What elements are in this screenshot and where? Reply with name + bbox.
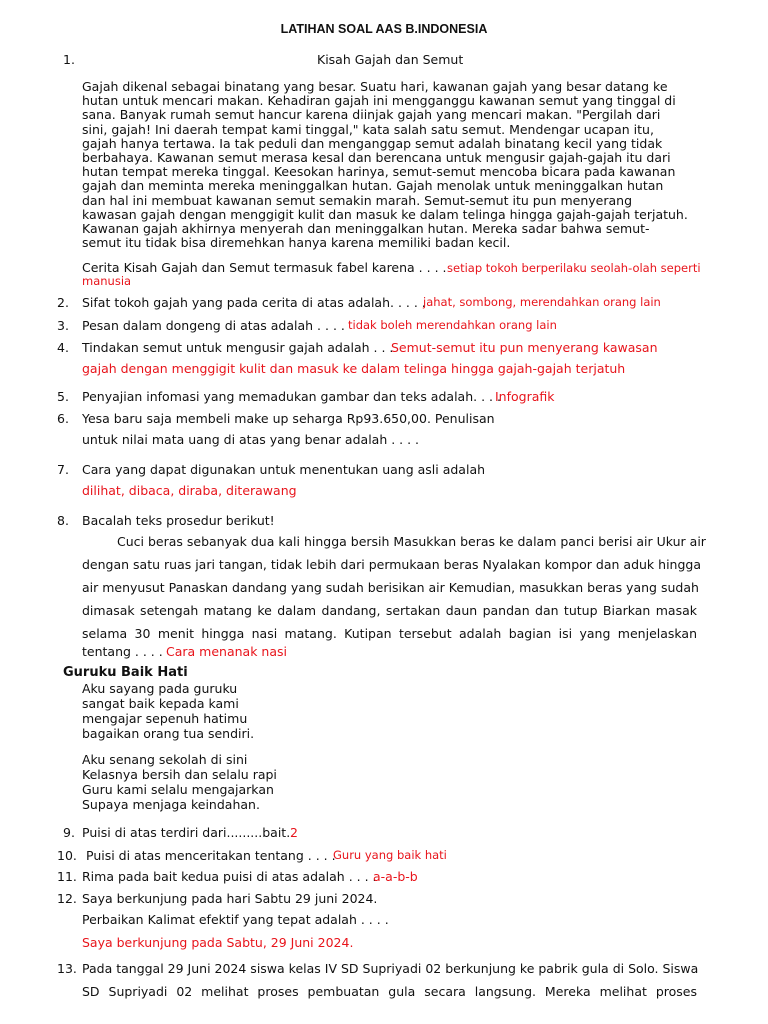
question-text: Puisi di atas menceritakan tentang . . . . — [86, 848, 336, 863]
poem-line: sangat baik kepada kami — [82, 696, 239, 711]
question-number: 13. — [57, 961, 77, 976]
question-text: Saya berkunjung pada hari Sabtu 29 juni 2024. — [82, 891, 378, 906]
answer-text: 2 — [290, 825, 298, 840]
poem-line: Guru kami selalu mengajarkan — [82, 782, 274, 797]
question-number: 12. — [57, 891, 77, 906]
question-text: Penyajian infomasi yang memadukan gambar dan teks adalah. . . . — [82, 389, 501, 404]
procedure-line: Cuci beras sebanyak dua kali hingga bersih Masukkan beras ke dalam panci berisi air Ukur air — [117, 534, 706, 549]
question-number: 5. — [57, 389, 69, 404]
question-number: 9. — [63, 825, 75, 840]
question-text: Pesan dalam dongeng di atas adalah . . . . — [82, 318, 345, 333]
answer-text: Guru yang baik hati — [333, 848, 447, 862]
question-number: 8. — [57, 513, 69, 528]
question-text: Cara yang dapat digunakan untuk menentukan uang asli adalah — [82, 462, 486, 477]
procedure-line: selama 30 menit hingga nasi matang. Kutipan tersebut adalah bagian isi yang menjelaskan — [82, 626, 697, 641]
question-text: untuk nilai mata uang di atas yang benar adalah . . . . — [82, 432, 420, 447]
question-number: 1. — [63, 52, 75, 67]
question-text: Sifat tokoh gajah yang pada cerita di atas adalah. . . . . — [82, 295, 426, 310]
question-text: Yesa baru saja membeli make up seharga Rp93.650,00. Penulisan — [82, 411, 495, 426]
question-number: 4. — [57, 340, 69, 355]
answer-text: a-a-b-b — [373, 869, 418, 884]
question-number: 6. — [57, 411, 69, 426]
poem-line: mengajar sepenuh hatimu — [82, 711, 248, 726]
question-text: Perbaikan Kalimat efektif yang tepat adalah . . . . — [82, 912, 389, 927]
poem-title: Guruku Baik Hati — [63, 665, 188, 680]
answer-text: Semut-semut itu pun menyerang kawasan — [391, 340, 658, 355]
procedure-line: tentang . . . . — [82, 644, 163, 659]
question-number: 7. — [57, 462, 69, 477]
poem-line: Aku senang sekolah di sini — [82, 752, 248, 767]
poem-line: Aku sayang pada guruku — [82, 681, 238, 696]
answer-text: setiap tokoh berperilaku seolah-olah seperti — [447, 261, 701, 275]
poem-line: bagaikan orang tua sendiri. — [82, 726, 255, 741]
poem-line: Supaya menjaga keindahan. — [82, 797, 260, 812]
procedure-line: dengan satu ruas jari tangan, tidak lebih dari permukaan beras Nyalakan kompor dan aduk hingga — [82, 557, 701, 572]
page-title: LATIHAN SOAL AAS B.INDONESIA — [280, 22, 488, 36]
question-number: 11. — [57, 869, 77, 884]
answer-text: jahat, sombong, merendahkan orang lain — [423, 295, 661, 309]
poem-stanza-1 — [82, 681, 254, 741]
question-text: Puisi di atas terdiri dari.........bait. — [82, 825, 291, 840]
question-text: Cerita Kisah Gajah dan Semut termasuk fabel karena . . . . — [82, 260, 447, 275]
question-text: Pada tanggal 29 Juni 2024 siswa kelas IV SD Supriyadi 02 berkunjung ke pabrik gula di Solo. Siswa — [82, 961, 699, 976]
answer-text: manusia — [82, 274, 132, 288]
question-text: Tindakan semut untuk mengusir gajah adalah . . . — [82, 340, 394, 355]
poem-line: Kelasnya bersih dan selalu rapi — [82, 767, 277, 782]
answer-text: tidak boleh merendahkan orang lain — [348, 318, 557, 332]
question-number: 2. — [57, 295, 69, 310]
story-paragraph: Gajah dikenal sebagai binatang yang besar. Suatu hari, kawanan gajah yang besar datang ke hutan untuk mencari makan. Kehadiran gajah ini mengganggu kawanan semut yang tinggal di sana. Banyak rumah semut hancur karena diinjak gajah yang mencari makan. "Pergilah dari sini, gajah! Ini daerah tempat kami tinggal," kata salah satu semut. Mendengar ucapan itu, gajah hanya tertawa. Ia tak peduli dan menganggap semut adalah binatang kecil yang tidak berbahaya. Kawanan semut merasa kesal dan berencana untuk mengusir gajah-gajah itu dari hutan tempat mereka tinggal. Keesokan harinya, semut-semut mencoba bicara pada kawanan gajah dan meminta mereka meninggalkan hutan. Gajah menolak untuk meninggalkan hutan dan hal ini membuat kawanan semut semakin marah. Semut-semut itu pun menyerang kawasan gajah dengan menggigit kulit dan masuk ke dalam telinga hingga gajah-gajah terjatuh. Kawanan gajah akhirnya menyerah dan meninggalkan hutan. Mereka sadar bahwa semut-semut itu tidak bisa diremehkan hanya karena memiliki badan kecil. — [82, 79, 688, 251]
story-title: Kisah Gajah dan Semut — [317, 52, 464, 67]
procedure-line: dimasak setengah matang ke dalam dandang, sertakan daun pandan dan tutup Biarkan masak — [82, 603, 697, 618]
question-text: SD Supriyadi 02 melihat proses pembuatan gula secara langsung. Mereka melihat proses — [82, 984, 697, 999]
question-number: 3. — [57, 318, 69, 333]
answer-text: Cara menanak nasi — [166, 644, 287, 659]
answer-text: dilihat, dibaca, diraba, diterawang — [82, 483, 297, 498]
question-number: 10. — [57, 848, 77, 863]
procedure-line: air menyusut Panaskan dandang yang sudah berisikan air Kemudian, masukkan beras yang sudah — [82, 580, 699, 595]
answer-text: Infografik — [495, 389, 555, 404]
answer-text: Saya berkunjung pada Sabtu, 29 Juni 2024. — [82, 935, 354, 950]
question-text: Bacalah teks prosedur berikut! — [82, 513, 275, 528]
poem-stanza-2 — [82, 752, 277, 812]
answer-text: gajah dengan menggigit kulit dan masuk ke dalam telinga hingga gajah-gajah terjatuh — [82, 361, 626, 376]
question-text: Rima pada bait kedua puisi di atas adalah . . . . — [82, 869, 377, 884]
